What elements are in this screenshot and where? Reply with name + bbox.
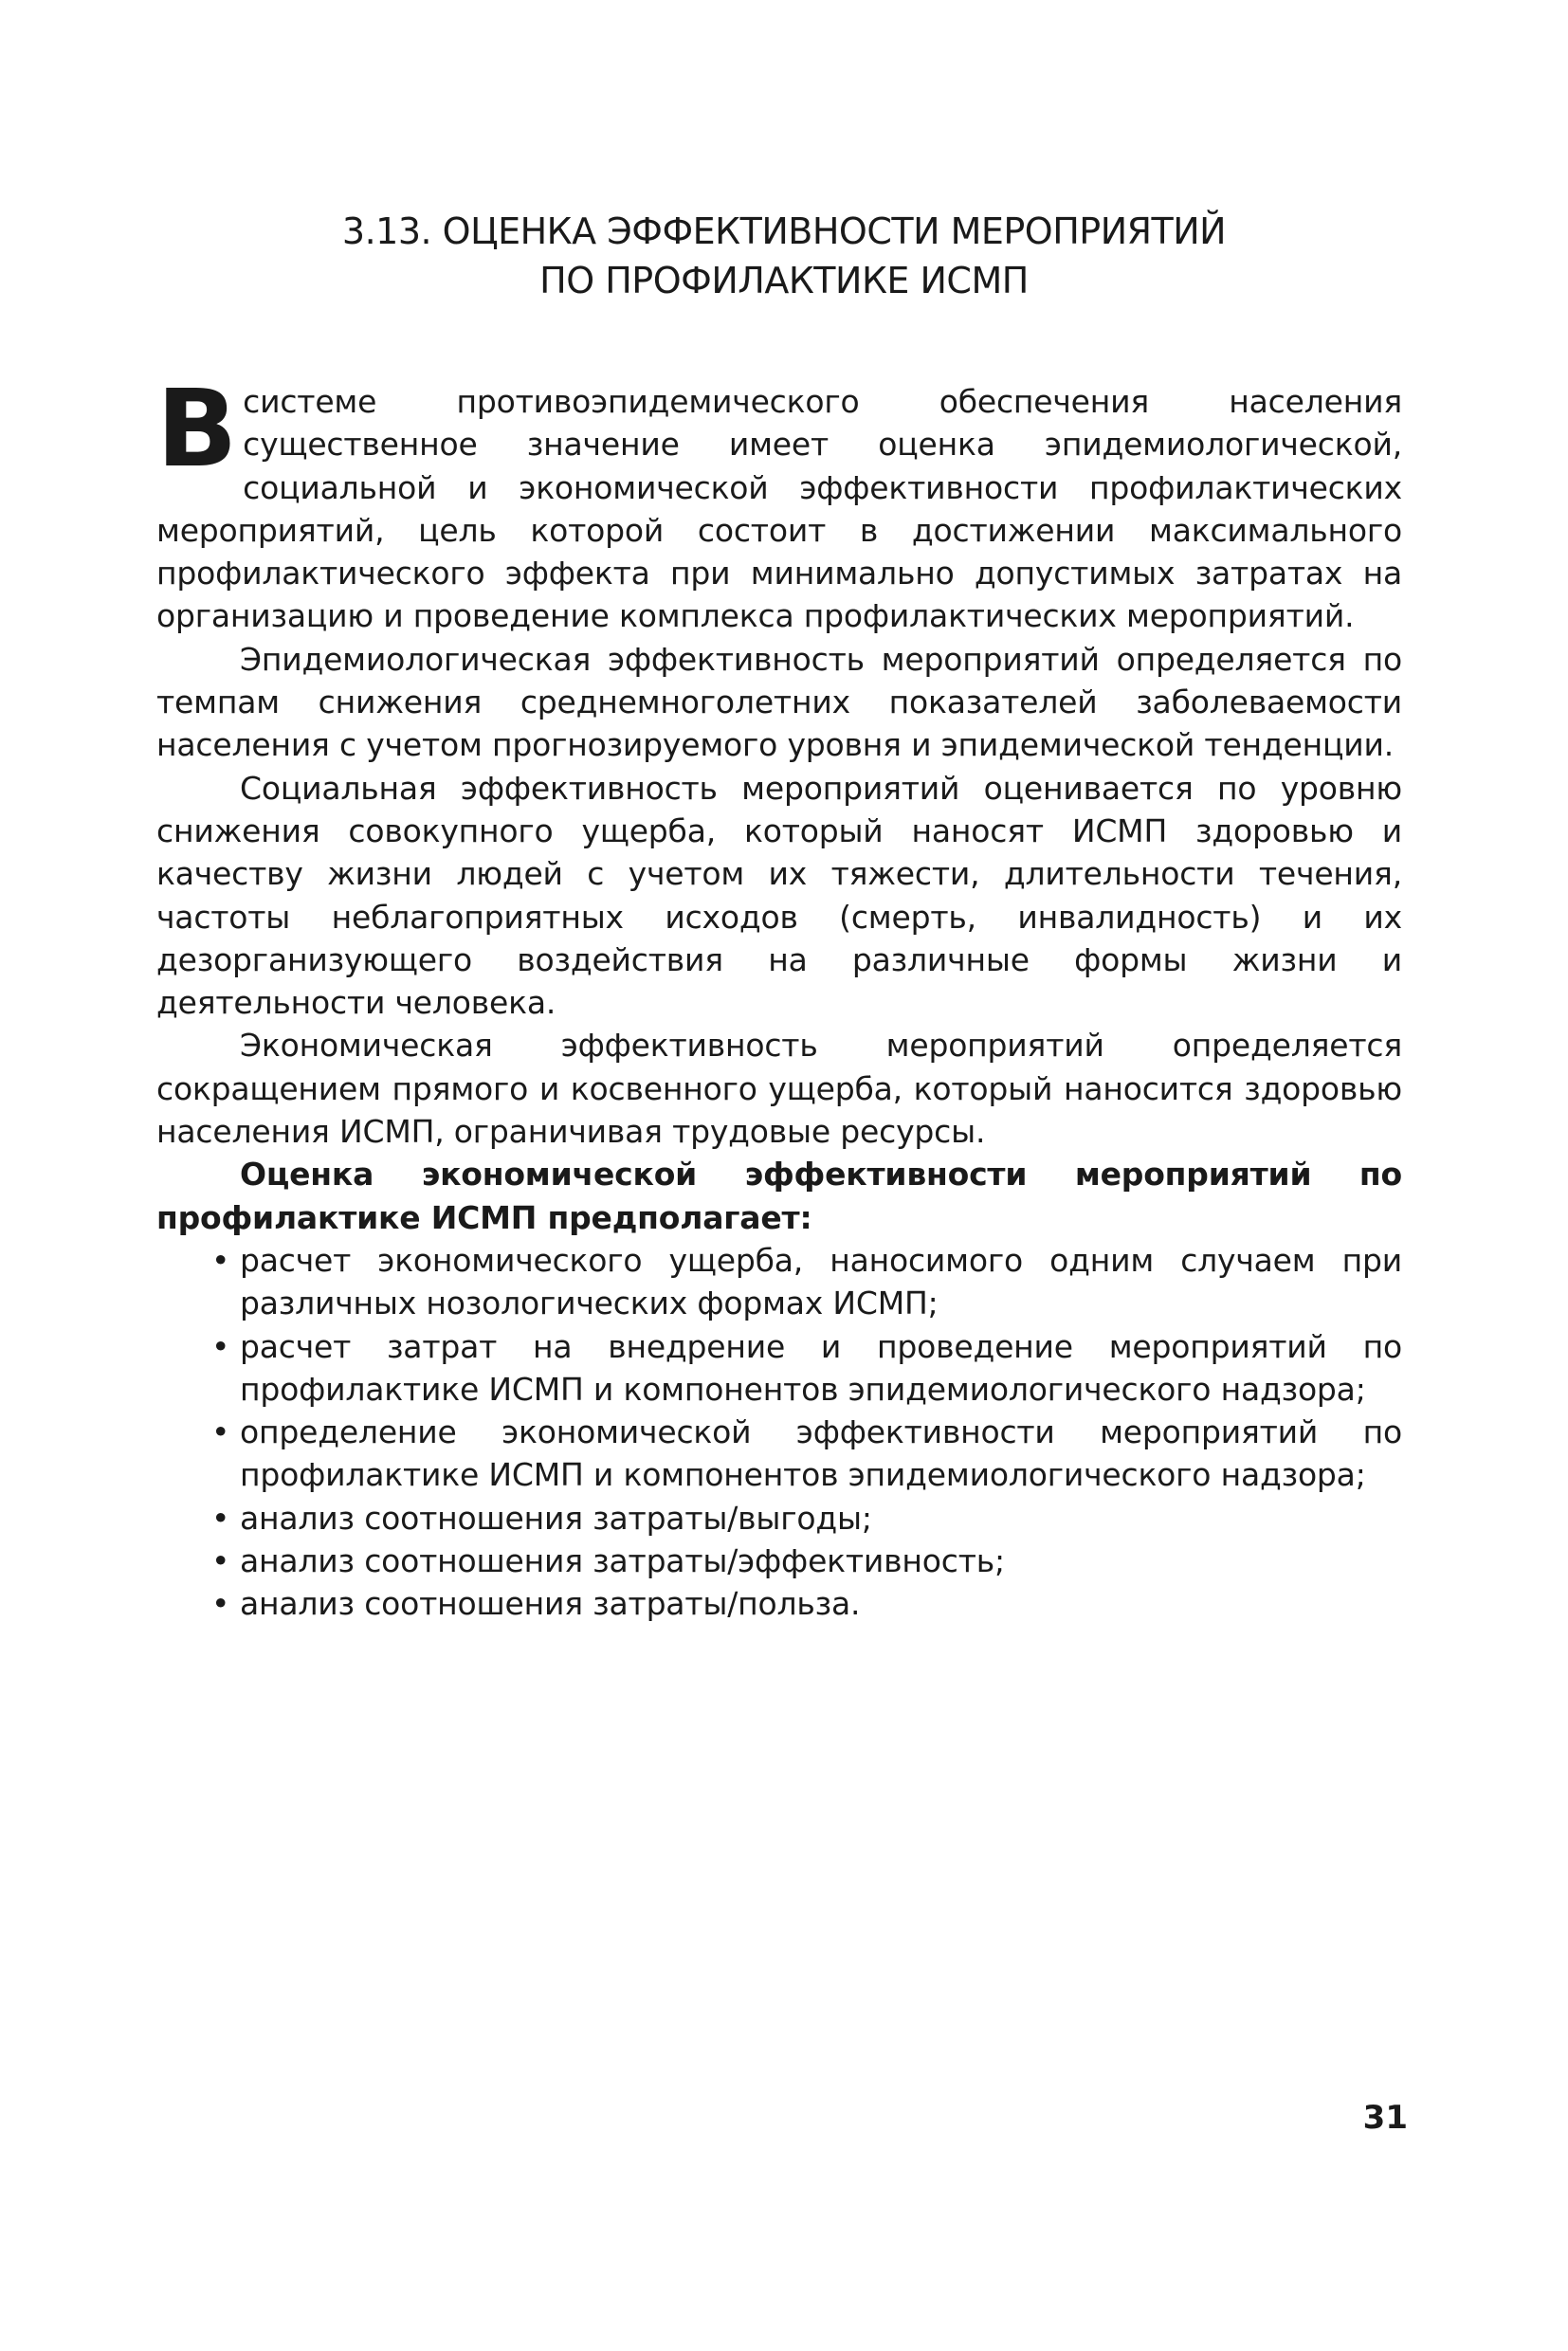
- list-item: [156, 1582, 1402, 1625]
- bullet-icon: •: [211, 1413, 230, 1451]
- body-text: [156, 368, 1402, 1626]
- intro-paragraph: [156, 368, 1402, 638]
- page-number: 31: [1362, 2099, 1408, 2137]
- list-item-text: анализ соотношения затраты/эффективность;: [240, 1542, 1005, 1580]
- intro-paragraph-text: системе противоэпидемического обеспечения населения существенное значение имеет оценка эпидемиологической, социальной и экономической эффективности профилактических мероприятий, цель которой состоит в достижении максимального профилактического эффекта при минимально допустимых затратах на организацию и проведение комплекса профилактических мероприятий.: [156, 383, 1402, 635]
- bullet-icon: •: [211, 1585, 230, 1623]
- bold-lead-paragraph: Оценка экономической эффективности мероприятий по профилактике ИСМП предполагает:: [156, 1156, 1402, 1236]
- list-item-text: анализ соотношения затраты/польза.: [240, 1585, 861, 1623]
- bullet-icon: •: [211, 1241, 230, 1279]
- list-item: [156, 1411, 1402, 1497]
- bullet-icon: •: [211, 1327, 230, 1365]
- section-heading-line-2: ПО ПРОФИЛАКТИКЕ ИСМП: [539, 260, 1029, 301]
- bullet-icon: •: [211, 1542, 230, 1580]
- paragraph-epidemiological: Эпидемиологическая эффективность мероприятий определяется по темпам снижения среднемноголетних показателей заболеваемости населения с учетом прогнозируемого уровня и эпидемической тенденции.: [156, 640, 1402, 764]
- drop-cap: В: [156, 368, 238, 491]
- paragraph-social: Социальная эффективность мероприятий оценивается по уровню снижения совокупного ущерба, который наносят ИСМП здоровью и качеству жизни людей с учетом их тяжести, длительности течения, частоты неблагоприятных исходов (смерть, инвалидность) и их дезорганизующего воздействия на различные формы жизни и деятельности человека.: [156, 769, 1402, 1022]
- section-heading-line-1: 3.13. ОЦЕНКА ЭФФЕКТИВНОСТИ МЕРОПРИЯТИЙ: [341, 210, 1227, 252]
- list-item-text: определение экономической эффективности мероприятий по профилактике ИСМП и компонентов эпидемиологического надзора;: [240, 1413, 1402, 1494]
- bullet-list: [156, 1239, 1402, 1626]
- list-item-text: расчет экономического ущерба, наносимого одним случаем при различных нозологических формах ИСМП;: [240, 1241, 1402, 1322]
- list-item: [156, 1497, 1402, 1540]
- list-item-text: анализ соотношения затраты/выгоды;: [240, 1499, 872, 1537]
- list-item: [156, 1540, 1402, 1582]
- list-item: [156, 1239, 1402, 1325]
- list-item: [156, 1325, 1402, 1412]
- list-item-text: расчет затрат на внедрение и проведение мероприятий по профилактике ИСМП и компонентов эпидемиологического надзора;: [240, 1327, 1402, 1408]
- section-heading: [0, 207, 1568, 305]
- paragraph-economic: Экономическая эффективность мероприятий определяется сокращением прямого и косвенного ущерба, который наносится здоровью населения ИСМП, ограничивая трудовые ресурсы.: [156, 1027, 1402, 1151]
- bullet-icon: •: [211, 1499, 230, 1537]
